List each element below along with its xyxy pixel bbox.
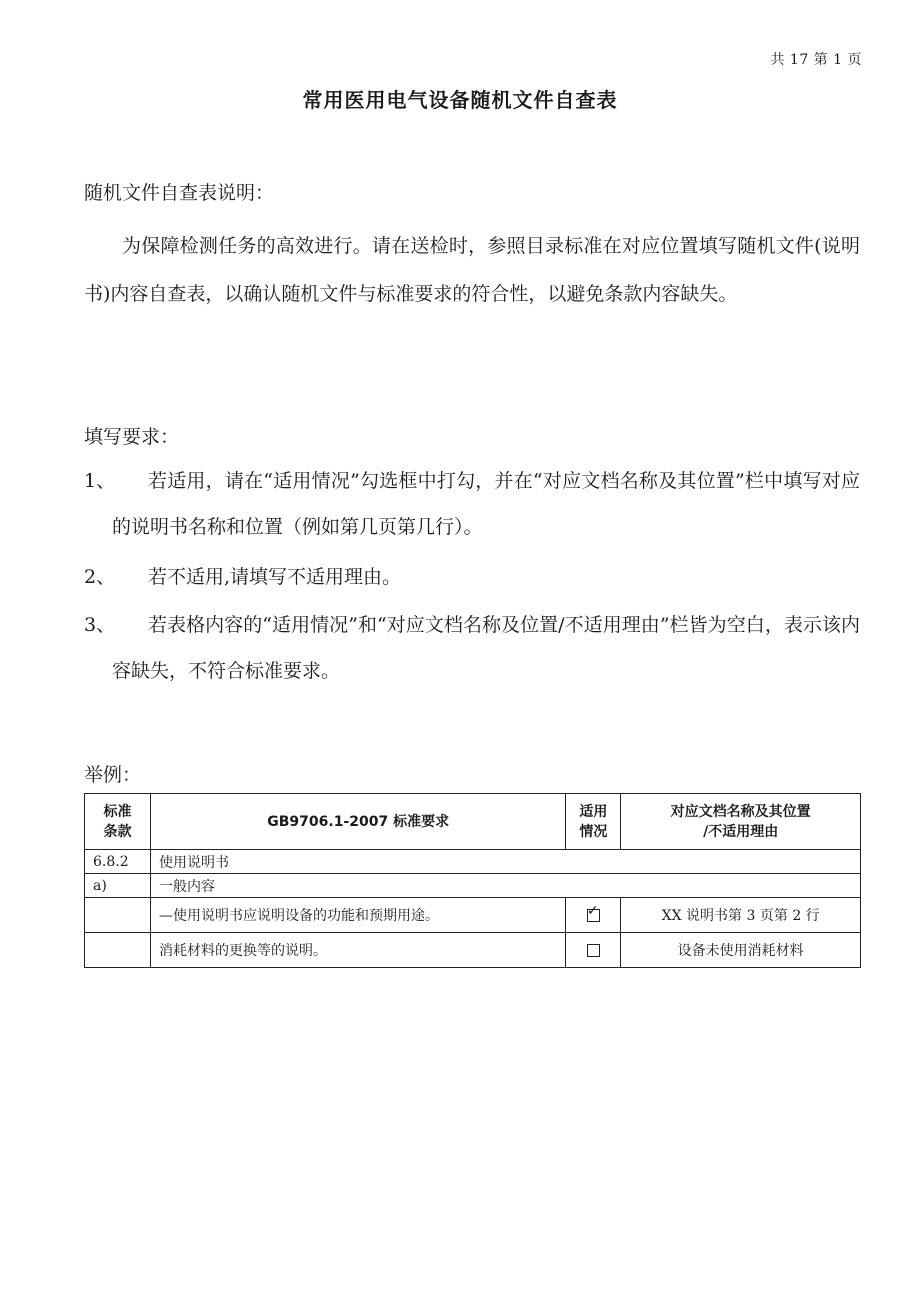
requirement-cell: 一般内容 xyxy=(150,874,860,898)
applicable-cell xyxy=(566,933,621,968)
requirements-heading: 填写要求： xyxy=(84,426,180,448)
clause-cell: 6.8.2 xyxy=(85,850,151,874)
requirement-text: 若不适用,请填写不适用理由。 xyxy=(148,566,402,588)
applicable-cell xyxy=(566,898,621,933)
explanation-body: 为保障检测任务的高效进行。请在送检时，参照目录标准在对应位置填写随机文件(说明书)内容自查表，以确认随机文件与标准要求的符合性，以避免条款内容缺失。 xyxy=(84,235,860,305)
header-text: /不适用理由 xyxy=(703,823,779,840)
requirement-cell: 消耗材料的更换等的说明。 xyxy=(150,933,565,968)
document-title: 常用医用电气设备随机文件自查表 xyxy=(302,88,618,112)
requirement-text: 若表格内容的“适用情况”和“对应文档名称及位置/不适用理由”栏皆为空白，表示该内容缺失，不符合标准要求。 xyxy=(112,614,860,682)
clause-cell xyxy=(85,898,151,933)
header-text: 对应文档名称及其位置 xyxy=(670,803,811,820)
requirement-cell: —使用说明书应说明设备的功能和预期用途。 xyxy=(150,898,565,933)
table-row xyxy=(85,933,861,968)
checkmark-icon: ✓ xyxy=(586,902,599,919)
table-row xyxy=(85,850,861,874)
column-header-location xyxy=(621,794,861,850)
requirement-number: 2、 xyxy=(84,566,116,588)
header-text: 情况 xyxy=(579,823,608,840)
requirement-number: 3、 xyxy=(84,614,116,636)
requirement-item-1 xyxy=(84,458,860,550)
header-text: 条款 xyxy=(103,823,132,840)
requirement-item-3 xyxy=(84,602,860,694)
column-header-applicable xyxy=(566,794,621,850)
clause-cell xyxy=(85,933,151,968)
requirement-cell: 使用说明书 xyxy=(150,850,860,874)
explanation-heading: 随机文件自查表说明： xyxy=(84,182,275,204)
column-header-requirement: GB9706.1-2007 标准要求 xyxy=(150,794,565,850)
location-cell: XX 说明书第 3 页第 2 行 xyxy=(621,898,861,933)
page-number: 共 17 第 1 页 xyxy=(770,52,862,68)
requirement-text: 若适用，请在“适用情况”勾选框中打勾，并在“对应文档名称及其位置”栏中填写对应的说明书名称和位置（例如第几页第几行）。 xyxy=(112,470,860,538)
table-header-row xyxy=(85,794,861,850)
table-row xyxy=(85,898,861,933)
header-text: 标准 xyxy=(103,803,132,820)
table-row xyxy=(85,874,861,898)
header-text: 适用 xyxy=(579,803,608,820)
requirement-number: 1、 xyxy=(84,470,116,492)
column-header-clause xyxy=(85,794,151,850)
clause-cell: a) xyxy=(85,874,151,898)
requirement-item-2 xyxy=(84,554,860,600)
checked-checkbox-icon[interactable] xyxy=(586,902,600,922)
location-cell: 设备未使用消耗材料 xyxy=(621,933,861,968)
empty-checkbox-icon[interactable] xyxy=(587,944,600,957)
example-heading: 举例： xyxy=(84,764,142,786)
example-table xyxy=(84,793,861,968)
